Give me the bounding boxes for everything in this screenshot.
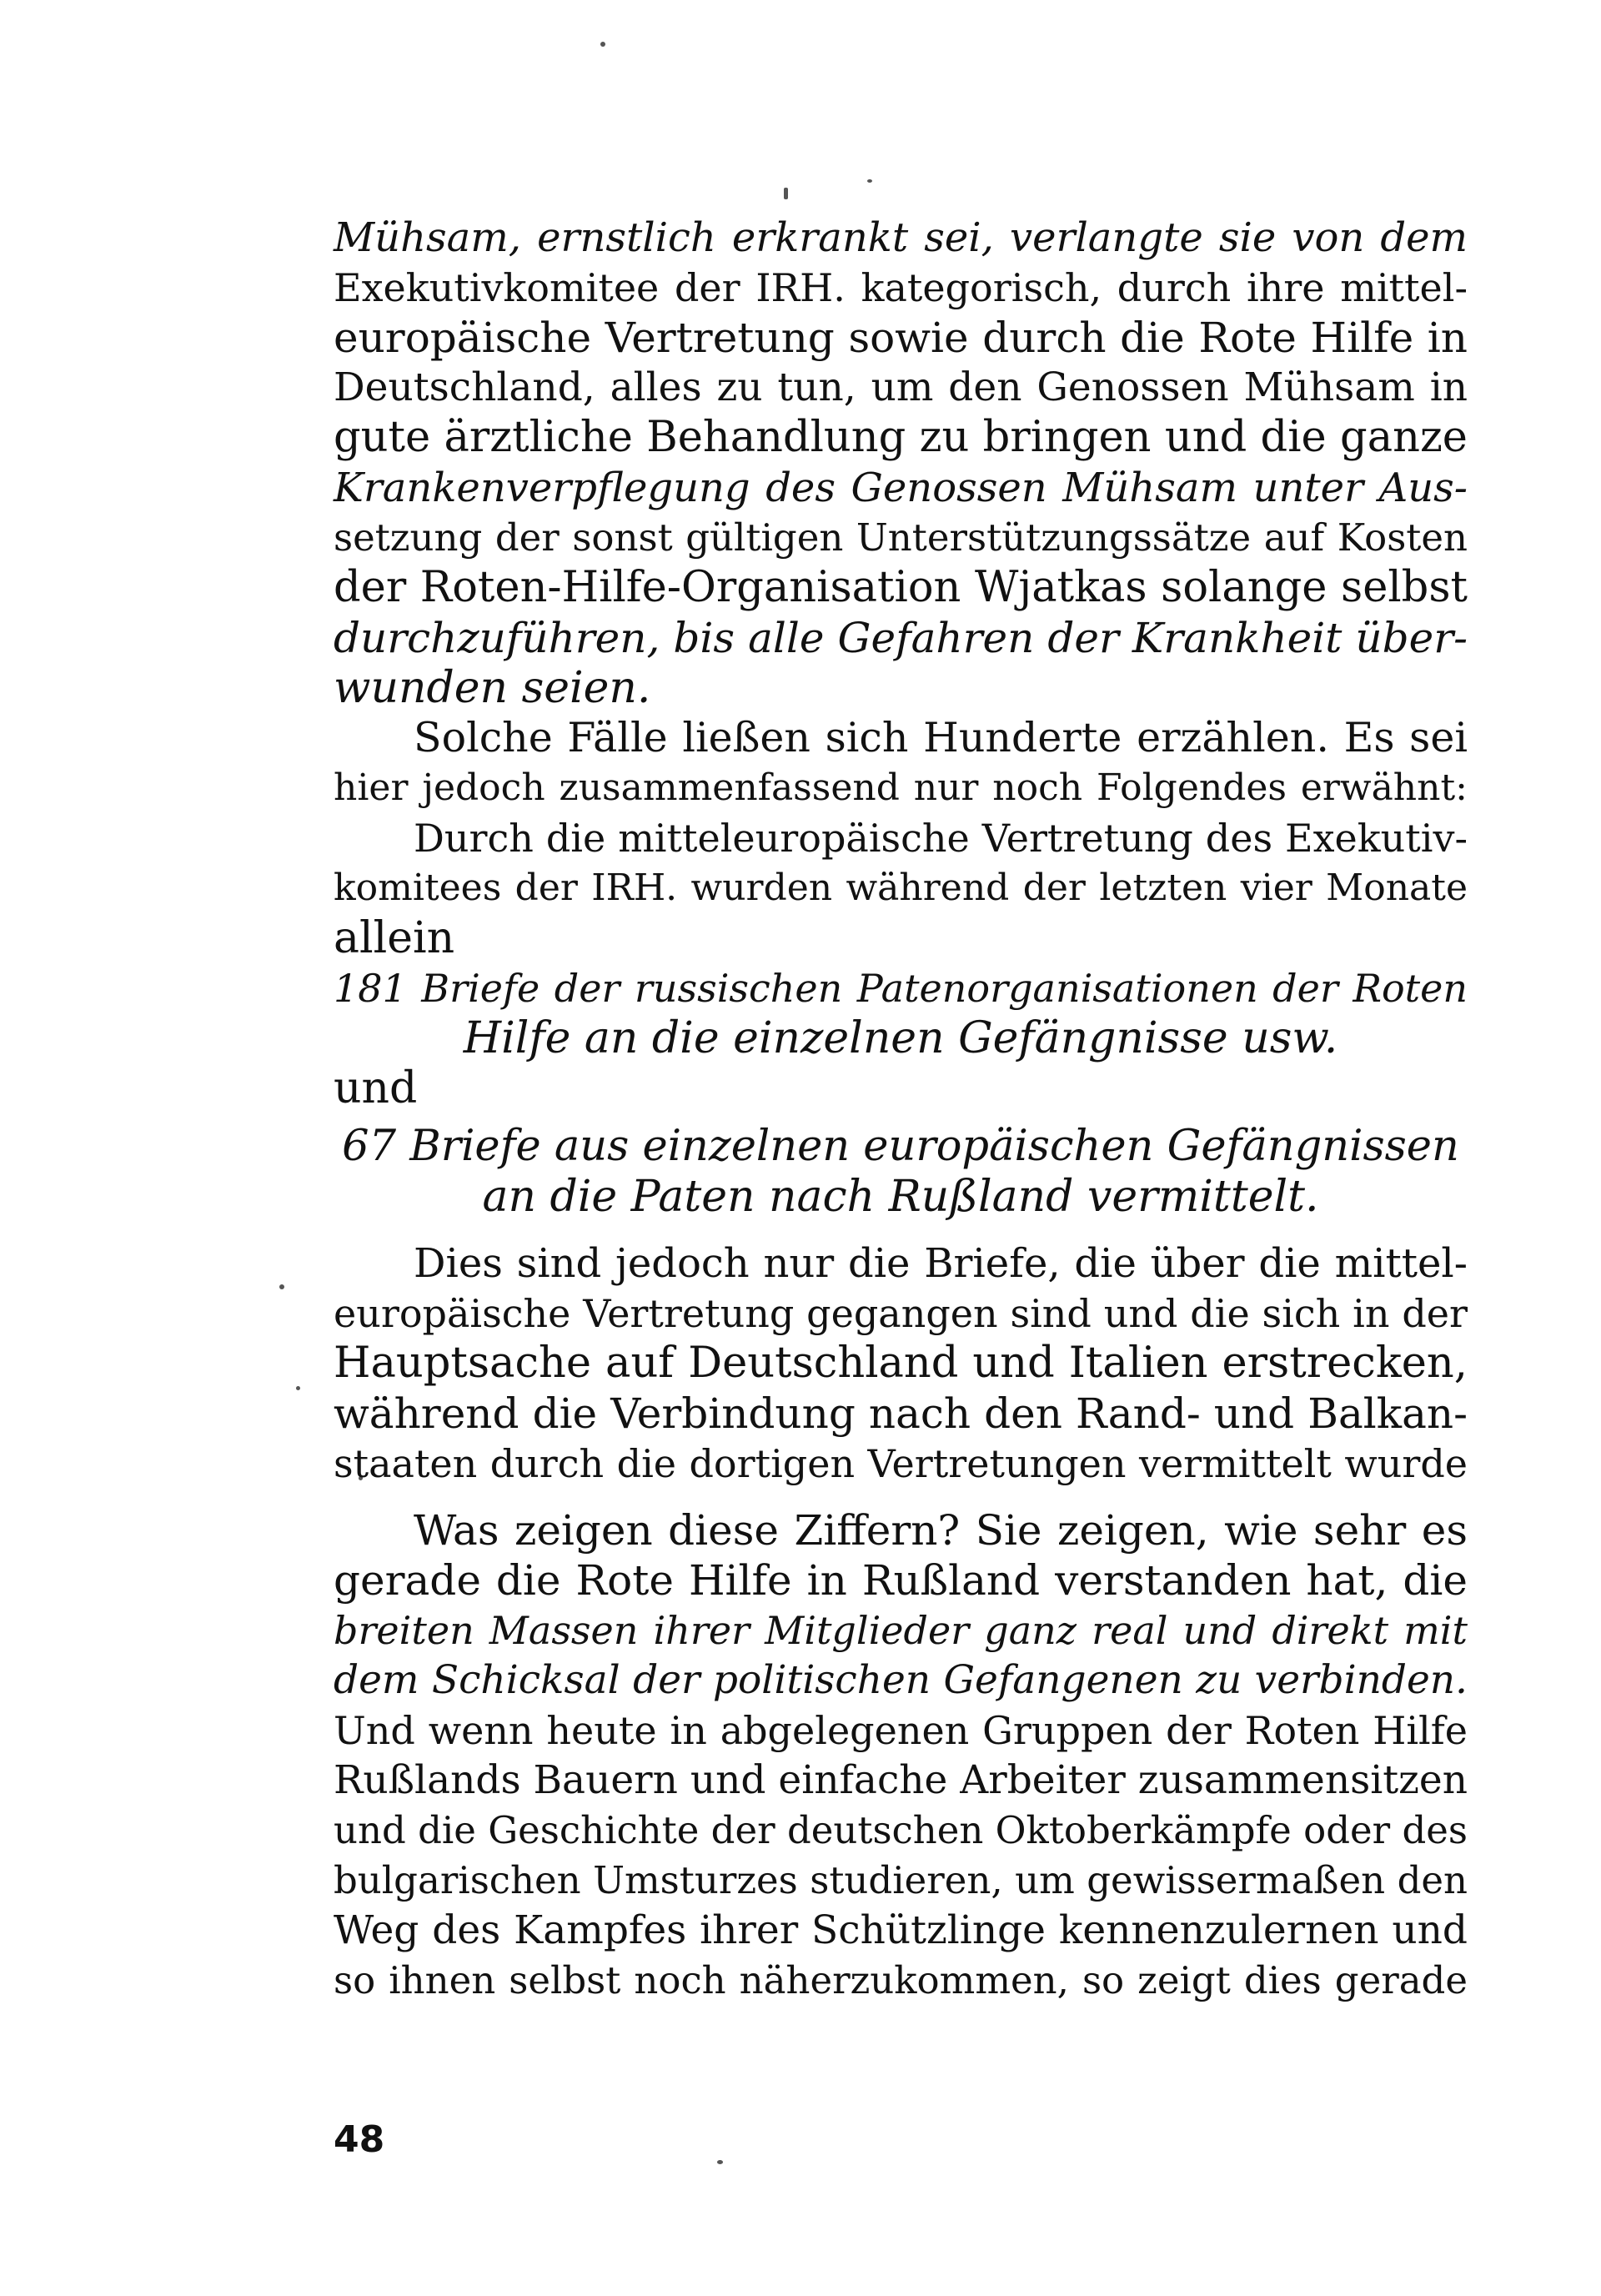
text-line: wunden seien.	[334, 663, 651, 713]
paragraph	[334, 1505, 1468, 2006]
text-line: gute ärztliche Behandlung zu bringen und die ganze	[334, 413, 1468, 462]
text-line: staaten durch die dortigen Vertretungen vermittelt wurde	[334, 1441, 1468, 1486]
text-line: allein	[334, 913, 455, 963]
text-line: europäische Vertretung sowie durch die Rote Hilfe in	[334, 314, 1468, 362]
book-page	[334, 213, 1468, 2006]
text-line: Weg des Kampfes ihrer Schützlinge kennenzulernen und	[334, 1907, 1468, 1953]
letters-list	[334, 963, 1468, 1222]
scan-speck	[784, 188, 788, 199]
scan-speck	[296, 1386, 300, 1390]
list-item-line: 181 Briefe der russischen Patenorganisationen der Roten	[334, 966, 1468, 1011]
text-line	[334, 213, 1468, 263]
page-number: 48	[334, 2118, 385, 2161]
text-line: Rußlands Bauern und einfache Arbeiter zusammensitzen	[334, 1757, 1468, 1803]
text-line: breiten Massen ihrer Mitglieder ganz real und direkt mit	[334, 1608, 1468, 1653]
text-line: Deutschland, alles zu tun, um den Genossen Mühsam in	[334, 364, 1468, 410]
paragraph	[334, 1238, 1468, 1489]
text-line-part: Mühsam, ernstlich erkrankt sei, verlangte sie von dem	[334, 214, 1468, 261]
list-item-line: 67 Briefe aus einzelnen europäischen Gefängnissen	[342, 1122, 1459, 1171]
scan-speck	[717, 2160, 723, 2164]
text-line: europäische Vertretung gegangen sind und die sich in der	[334, 1291, 1468, 1336]
paragraph	[334, 713, 1468, 813]
text-line: bulgarischen Umsturzes studieren, um gewissermaßen den	[334, 1858, 1468, 1902]
text-line: der Roten-Hilfe-Organisation Wjatkas solange selbst	[334, 563, 1468, 612]
text-line: Und wenn heute in abgelegenen Gruppen der Roten Hilfe	[334, 1708, 1468, 1753]
text-line: gerade die Rote Hilfe in Rußland verstanden hat, die	[334, 1556, 1468, 1605]
text-line: so ihnen selbst noch näherzukommen, so zeigt dies gerade	[334, 1958, 1468, 2002]
scan-speck	[867, 179, 872, 183]
text-line: komitees der IRH. wurden während der letzten vier Monate	[334, 867, 1468, 909]
list-item-line: an die Paten nach Rußland vermittelt.	[482, 1172, 1319, 1222]
text-line: hier jedoch zusammenfassend nur noch Folgendes erwähnt:	[334, 766, 1468, 809]
paragraph	[334, 813, 1468, 963]
list-item-line: Hilfe an die einzelnen Gefängnisse usw.	[463, 1013, 1338, 1063]
text-line: setzung der sonst gültigen Unterstützungssätze auf Kosten	[334, 515, 1468, 560]
text-line: Dies sind jedoch nur die Briefe, die über die mittel-	[414, 1240, 1468, 1287]
text-line: dem Schicksal der politischen Gefangenen zu verbinden.	[334, 1657, 1468, 1703]
text-line: Durch die mitteleuropäische Vertretung des Exekutiv-	[414, 816, 1468, 861]
text-line: Solche Fälle ließen sich Hunderte erzählen. Es sei	[414, 714, 1468, 761]
text-line: Was zeigen diese Ziffern? Sie zeigen, wie sehr es	[414, 1506, 1468, 1555]
text-line: durchzuführen, bis alle Gefahren der Krankheit über-	[334, 614, 1468, 662]
paragraph	[334, 213, 1468, 713]
text-line: während die Verbindung nach den Rand- und Balkan-	[334, 1389, 1468, 1438]
text-line: und die Geschichte der deutschen Oktoberkämpfe oder des	[334, 1808, 1468, 1852]
text-line: Krankenverpflegung des Genossen Mühsam unter Aus-	[334, 465, 1468, 511]
text-line: Exekutivkomitee der IRH. kategorisch, durch ihre mittel-	[334, 265, 1468, 310]
scan-speck	[279, 1284, 284, 1289]
scan-speck	[600, 42, 605, 47]
list-connector: und	[334, 1063, 418, 1113]
text-line: Hauptsache auf Deutschland und Italien erstrecken,	[334, 1339, 1468, 1388]
